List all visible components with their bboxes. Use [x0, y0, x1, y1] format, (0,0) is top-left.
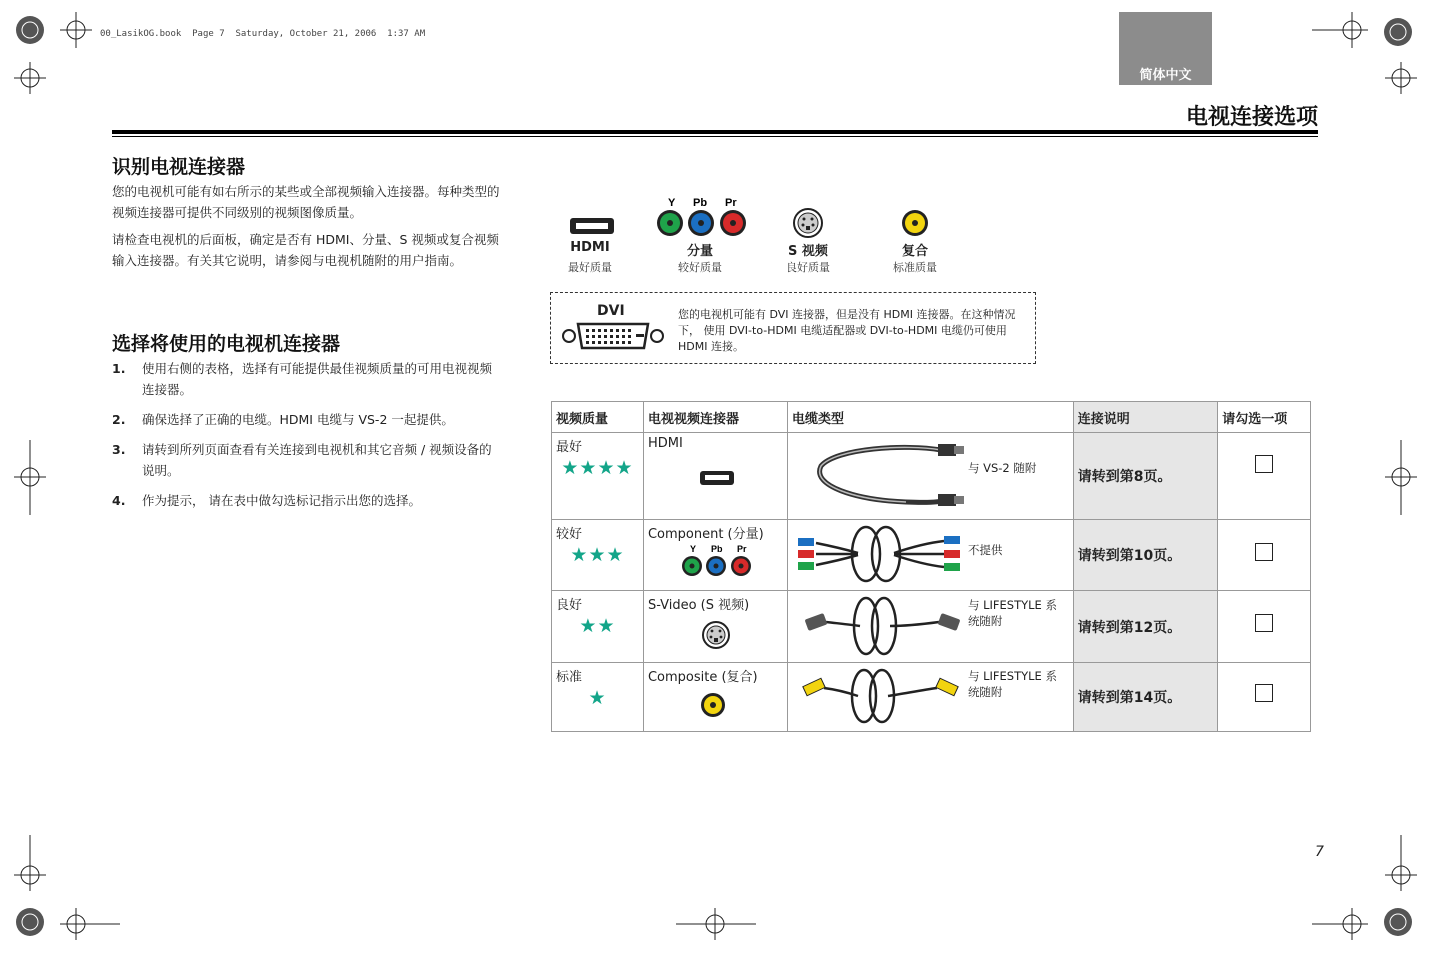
connector-label-component: 分量 — [686, 244, 713, 259]
connector-cell: S-Video (S 视频) — [643, 591, 787, 663]
connector-quality-component: 较好质量 — [678, 261, 722, 274]
svg-text:Pr: Pr — [736, 544, 747, 554]
s-video-port-icon — [648, 613, 783, 653]
checkbox-cell — [1218, 591, 1311, 663]
connector-selection-table — [551, 401, 1311, 732]
composite-jack-icon — [902, 210, 928, 236]
crosshair-icon — [1312, 12, 1368, 48]
component-cable-icon — [796, 523, 966, 585]
checkbox-cell — [1218, 663, 1311, 732]
star-rating-icon: ★★★★ — [561, 457, 634, 479]
quality-cell: 良好 ★★ — [552, 591, 644, 663]
connector-quality-s-video: 良好质量 — [786, 261, 830, 274]
list-item: 2. 确保选择了正确的电缆。HDMI 电缆与 VS-2 一起提供。 — [112, 412, 454, 427]
select-checkbox[interactable] — [1255, 543, 1273, 561]
crosshair-icon — [60, 12, 92, 48]
star-rating-icon: ★★ — [579, 615, 616, 637]
star-rating-icon: ★ — [588, 687, 607, 709]
dvi-label: DVI — [597, 303, 625, 319]
table-row — [552, 663, 1311, 732]
connector-illustrations — [550, 190, 970, 240]
crosshair-icon — [14, 835, 46, 891]
quality-cell: 标准 ★ — [552, 663, 644, 732]
cable-cell — [787, 520, 1073, 591]
dvi-port-icon — [560, 320, 666, 352]
checkbox-cell — [1218, 433, 1311, 520]
section-heading-identify: 识别电视连接器 — [112, 156, 246, 178]
divider — [112, 136, 1318, 137]
starburst-icon — [1384, 908, 1412, 936]
crosshair-icon — [14, 62, 46, 94]
select-checkbox[interactable] — [1255, 614, 1273, 632]
section-heading-select: 选择将使用的电视机连接器 — [112, 333, 341, 355]
crosshair-icon — [1312, 908, 1368, 940]
cable-note: 与 LIFESTYLE 系统随附 — [967, 669, 1057, 699]
instruction-cell: 请转到第10页。 — [1073, 520, 1218, 591]
hdmi-cable-icon — [816, 436, 966, 516]
svg-text:Y: Y — [668, 197, 676, 209]
language-tab: 简体中文 — [1119, 12, 1212, 85]
svg-text:Pr: Pr — [725, 197, 737, 209]
table-header-row — [552, 402, 1311, 433]
header-tv-connector: 电视视频连接器 — [643, 402, 787, 433]
table-row — [552, 433, 1311, 520]
table-row — [552, 520, 1311, 591]
cable-note: 与 LIFESTYLE 系统随附 — [967, 598, 1057, 628]
instruction-cell: 请转到第8页。 — [1073, 433, 1218, 520]
page-number: 7 — [1315, 844, 1324, 860]
svg-text:Pb: Pb — [710, 544, 723, 554]
crosshair-icon — [1385, 835, 1417, 891]
instruction-cell: 请转到第14页。 — [1073, 663, 1218, 732]
s-video-cable-icon — [804, 594, 974, 658]
connector-label-s-video: S 视频 — [788, 244, 828, 259]
connector-cell: HDMI — [643, 433, 787, 520]
connector-label-composite: 复合 — [901, 244, 928, 259]
header-video-quality: 视频质量 — [552, 402, 644, 433]
connector-quality-composite: 标准质量 — [893, 261, 937, 274]
header-check-one: 请勾选一项 — [1218, 402, 1311, 433]
starburst-icon — [1384, 18, 1412, 46]
header-cable-type: 电缆类型 — [787, 402, 1073, 433]
title-rule — [112, 130, 1318, 134]
hdmi-port-icon — [648, 451, 783, 491]
quality-cell: 最好 ★★★★ — [552, 433, 644, 520]
connector-label-hdmi: HDMI — [570, 240, 610, 255]
header-connection-notes: 连接说明 — [1073, 402, 1218, 433]
connector-cell: Component (分量) Y Pb Pr — [643, 520, 787, 591]
list-item: 1. 使用右侧的表格，选择有可能提供最佳视频质量的可用电视视频连接器。 — [112, 361, 493, 397]
cable-note: 与 VS-2 随附 — [967, 461, 1037, 475]
composite-jack-icon — [648, 685, 783, 723]
crosshair-icon — [1385, 62, 1417, 94]
star-rating-icon: ★★★ — [570, 544, 625, 566]
checkbox-cell — [1218, 520, 1311, 591]
svg-text:Y: Y — [689, 544, 696, 554]
connector-cell: Composite (复合) — [643, 663, 787, 732]
component-jacks-icon — [648, 542, 783, 578]
list-item: 4. 作为提示， 请在表中做勾选标记指示出您的选择。 — [112, 493, 421, 508]
connector-quality-hdmi: 最好质量 — [568, 261, 612, 274]
section1-para2: 请检查电视机的后面板，确定是否有 HDMI、分量、S 视频或复合视频输入连接器。有关其它说明，请参阅与电视机随附的用户指南。 — [112, 232, 499, 268]
book-header: 00_LasikOG.book Page 7 Saturday, October 21, 2006 1:37 AM — [100, 29, 426, 39]
crosshair-icon — [14, 440, 46, 515]
component-jacks-icon — [657, 197, 746, 236]
select-checkbox[interactable] — [1255, 455, 1273, 473]
cable-cell — [787, 433, 1073, 520]
hdmi-port-icon — [570, 218, 614, 234]
page-title: 电视连接选项 — [1185, 105, 1318, 130]
cable-cell — [787, 663, 1073, 732]
table-row — [552, 591, 1311, 663]
select-checkbox[interactable] — [1255, 684, 1273, 702]
instruction-cell: 请转到第12页。 — [1073, 591, 1218, 663]
crosshair-icon — [60, 908, 120, 940]
cable-note: 不提供 — [967, 543, 1003, 557]
steps-list — [112, 358, 504, 520]
crosshair-icon — [1385, 440, 1417, 515]
starburst-icon — [16, 908, 44, 936]
svg-text:Pb: Pb — [693, 197, 708, 209]
dvi-note-text: 您的电视机可能有 DVI 连接器，但是没有 HDMI 连接器。在这种情况下， 使用 DVI-to-HDMI 电缆适配器或 DVI-to-HDMI 电缆仍可使用 HDMI 连接。 — [678, 308, 1016, 353]
composite-cable-icon — [802, 666, 972, 726]
list-item: 3. 请转到所列页面查看有关连接到电视机和其它音频 / 视频设备的说明。 — [112, 442, 492, 478]
section1-para1: 您的电视机可能有如右所示的某些或全部视频输入连接器。每种类型的视频连接器可提供不同级别的视频图像质量。 — [112, 184, 500, 220]
quality-cell: 较好 ★★★ — [552, 520, 644, 591]
s-video-port-icon — [794, 209, 822, 237]
crosshair-icon — [676, 908, 756, 940]
starburst-icon — [16, 16, 44, 44]
cable-cell — [787, 591, 1073, 663]
